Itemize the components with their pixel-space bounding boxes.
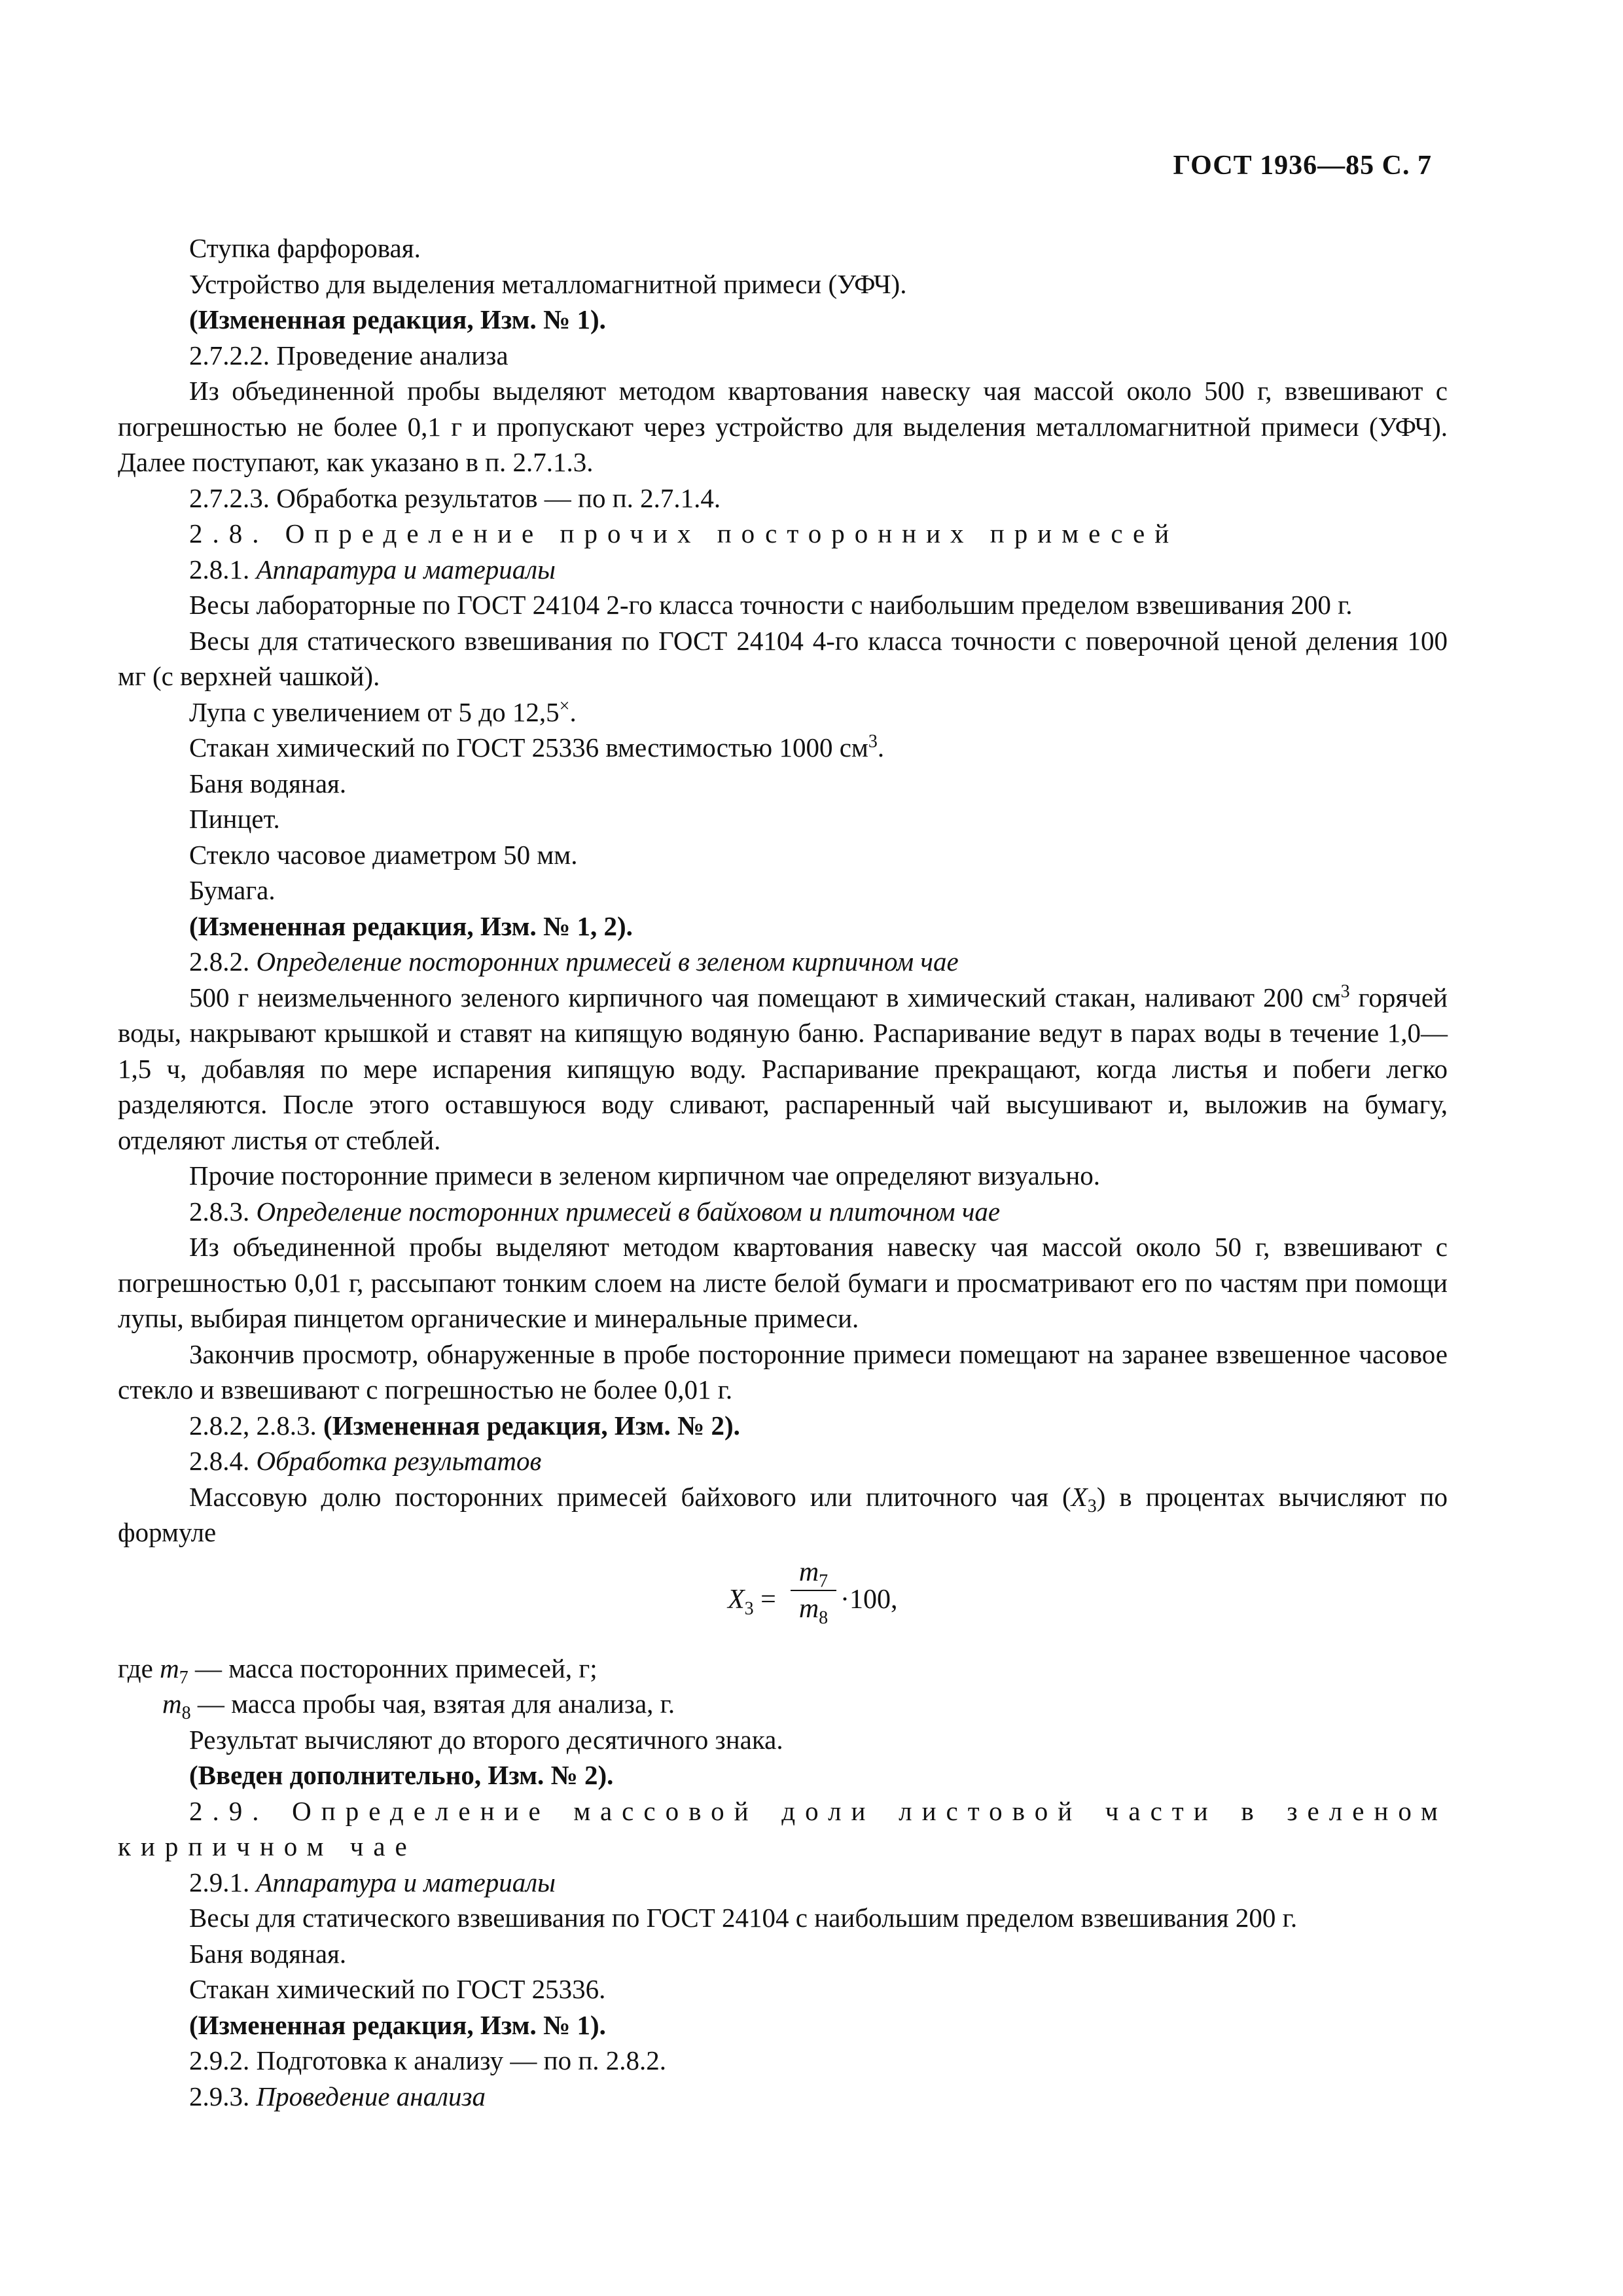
amendment-text: (Измененная редакция, Изм. № 2). — [323, 1410, 740, 1441]
formula-subscript: 8 — [819, 1607, 829, 1628]
fraction-bar — [791, 1590, 836, 1591]
subsection-heading — [118, 944, 1448, 980]
variable: m — [162, 1689, 182, 1719]
text: где — [118, 1653, 160, 1683]
subscript: 7 — [179, 1667, 188, 1688]
paragraph — [118, 730, 1448, 766]
formula-subscript: 7 — [819, 1570, 829, 1591]
paragraph — [118, 1479, 1448, 1551]
paragraph: Весы для статического взвешивания по ГОСТ 24104 с наибольшим пределом взвешивания 200 г. — [189, 1903, 1298, 1933]
subsection-heading — [118, 1194, 1448, 1230]
section-number: 2.8.2, 2.8.3. — [189, 1410, 323, 1441]
formula-variable: X — [728, 1584, 745, 1615]
section-heading: 2.7.2.2. Проведение анализа — [189, 340, 508, 370]
page-header: ГОСТ 1936—85 С. 7 — [1173, 151, 1432, 181]
section-number: 2.8.3. — [189, 1196, 257, 1227]
section-number: 2.9.3. — [189, 2081, 257, 2111]
subsection-heading — [118, 1865, 1448, 1901]
section-title: Аппаратура и материалы — [256, 554, 556, 584]
paragraph: Пинцет. — [189, 804, 280, 834]
formula-variable: m — [798, 1556, 819, 1587]
paragraph: Закончив просмотр, обнаруженные в пробе посторонние примеси помещают на заранее взвешенное часовое стекло и взвешивают с погрешностью не более 0,01 г. — [118, 1338, 1448, 1405]
where-line — [118, 1651, 1448, 1687]
section-heading: 2.9. Определение массовой доли листовой части в зеленом кирпичном чае — [118, 1795, 1448, 1861]
formula — [118, 1551, 1448, 1651]
text: — масса пробы чая, взятая для анализа, г. — [190, 1689, 675, 1719]
paragraph: 2.7.2.3. Обработка результатов — по п. 2.7.1.4. — [189, 482, 721, 513]
formula-denominator — [791, 1592, 836, 1628]
variable: m — [160, 1653, 179, 1683]
paragraph: Из объединенной пробы выделяют методом квартования навеску чая массой около 500 г, взвешивают с погрешностью не более 0,1 г и пропускают через устройство для выделения металломагнитной примеси (УФЧ). Далее поступают, как указано в п. 2.7.1.3. — [118, 376, 1448, 477]
section-heading: 2.8. Определение прочих посторонних примесей — [189, 518, 1179, 548]
subscript: 8 — [181, 1703, 191, 1724]
text: Массовую долю посторонних примесей байхового или плиточного чая ( — [189, 1481, 1071, 1512]
formula-lhs — [728, 1582, 776, 1618]
paragraph: Стекло часовое диаметром 50 мм. — [189, 839, 578, 870]
paragraph: Весы лабораторные по ГОСТ 24104 2-го класса точности с наибольшим пределом взвешивания 200 г. — [189, 590, 1353, 620]
section-number: 2.9.1. — [189, 1867, 257, 1897]
section-title: Проведение анализа — [256, 2081, 486, 2111]
paragraph: Баня водяная. — [189, 768, 347, 798]
amendment-note: (Введен дополнительно, Изм. № 2). — [189, 1760, 614, 1790]
superscript: 3 — [1340, 980, 1350, 1001]
text: 500 г неизмельченного зеленого кирпичного чая помещают в химический стакан, наливают 200 см — [189, 982, 1341, 1013]
paragraph: Бумага. — [189, 875, 276, 905]
formula-fraction — [791, 1556, 836, 1628]
document-body — [118, 230, 1448, 2114]
formula-tail: ·100, — [840, 1584, 898, 1615]
amendment-note — [118, 1408, 1448, 1444]
superscript: 3 — [868, 731, 878, 752]
paragraph: Прочие посторонние примеси в зеленом кирпичном чае определяют визуально. — [189, 1160, 1101, 1191]
text: . — [877, 732, 885, 762]
formula-numerator — [791, 1556, 836, 1591]
amendment-note: (Измененная редакция, Изм. № 1, 2). — [189, 910, 633, 941]
where-line — [118, 1686, 1448, 1722]
subscript: 3 — [1087, 1496, 1097, 1516]
formula-equals: = — [753, 1584, 776, 1615]
subsection-heading — [118, 2079, 1448, 2115]
paragraph — [118, 694, 1448, 730]
section-title: Определение посторонних примесей в зеленом кирпичном чае — [256, 946, 959, 977]
paragraph: 2.9.2. Подготовка к анализу — по п. 2.8.2. — [189, 2045, 667, 2075]
text: горячей воды, накрывают крышкой и ставят на кипящую водяную баню. Распаривание ведут в парах воды в течение 1,0—1,5 ч, добавляя по мере испарения кипящую воду. Распаривание прекращают, когда листья и побеги легко разделяются. После этого оставшуюся воду сливают, распаренный чай высушивают и, выложив на бумагу, отделяют листья от стеблей. — [118, 982, 1448, 1155]
text: Лупа с увеличением от 5 до 12,5 — [189, 696, 560, 727]
section-number: 2.8.1. — [189, 554, 257, 584]
paragraph: Из объединенной пробы выделяют методом квартования навеску чая массой около 50 г, взвешивают с погрешностью 0,01 г, рассыпают тонким слоем на листе белой бумаги и просматривают его по частям при помощи лупы, выбирая пинцетом органические и минеральные примеси. — [118, 1232, 1448, 1333]
text: — масса посторонних примесей, г; — [188, 1653, 597, 1683]
paragraph — [118, 980, 1448, 1158]
subsection-heading — [118, 1443, 1448, 1479]
paragraph: Баня водяная. — [189, 1938, 347, 1969]
section-title: Аппаратура и материалы — [256, 1867, 556, 1897]
text: Стакан химический по ГОСТ 25336 вместимостью 1000 см — [189, 732, 868, 762]
text: . — [569, 696, 577, 727]
section-title: Обработка результатов — [256, 1446, 542, 1476]
paragraph: Результат вычисляют до второго десятичного знака. — [189, 1724, 783, 1755]
paragraph: Устройство для выделения металломагнитной примеси (УФЧ). — [189, 268, 907, 299]
paragraph: Ступка фарфоровая. — [189, 233, 421, 263]
section-number: 2.8.2. — [189, 946, 257, 977]
amendment-note: (Измененная редакция, Изм. № 1). — [189, 2009, 606, 2040]
formula-subscript: 3 — [744, 1598, 754, 1619]
paragraph: Весы для статического взвешивания по ГОСТ 24104 4-го класса точности с поверочной ценой деления 100 мг (с верхней чашкой). — [118, 625, 1448, 691]
text: ) в процентах вычисляют по формуле — [118, 1481, 1448, 1547]
paragraph: Стакан химический по ГОСТ 25336. — [189, 1974, 606, 2004]
superscript: × — [559, 695, 570, 716]
variable: X — [1071, 1481, 1088, 1512]
section-number: 2.8.4. — [189, 1446, 257, 1476]
subsection-heading — [118, 552, 1448, 588]
section-title: Определение посторонних примесей в байховом и плиточном чае — [256, 1196, 1001, 1227]
formula-variable: m — [798, 1593, 819, 1624]
amendment-note: (Измененная редакция, Изм. № 1). — [189, 304, 606, 334]
